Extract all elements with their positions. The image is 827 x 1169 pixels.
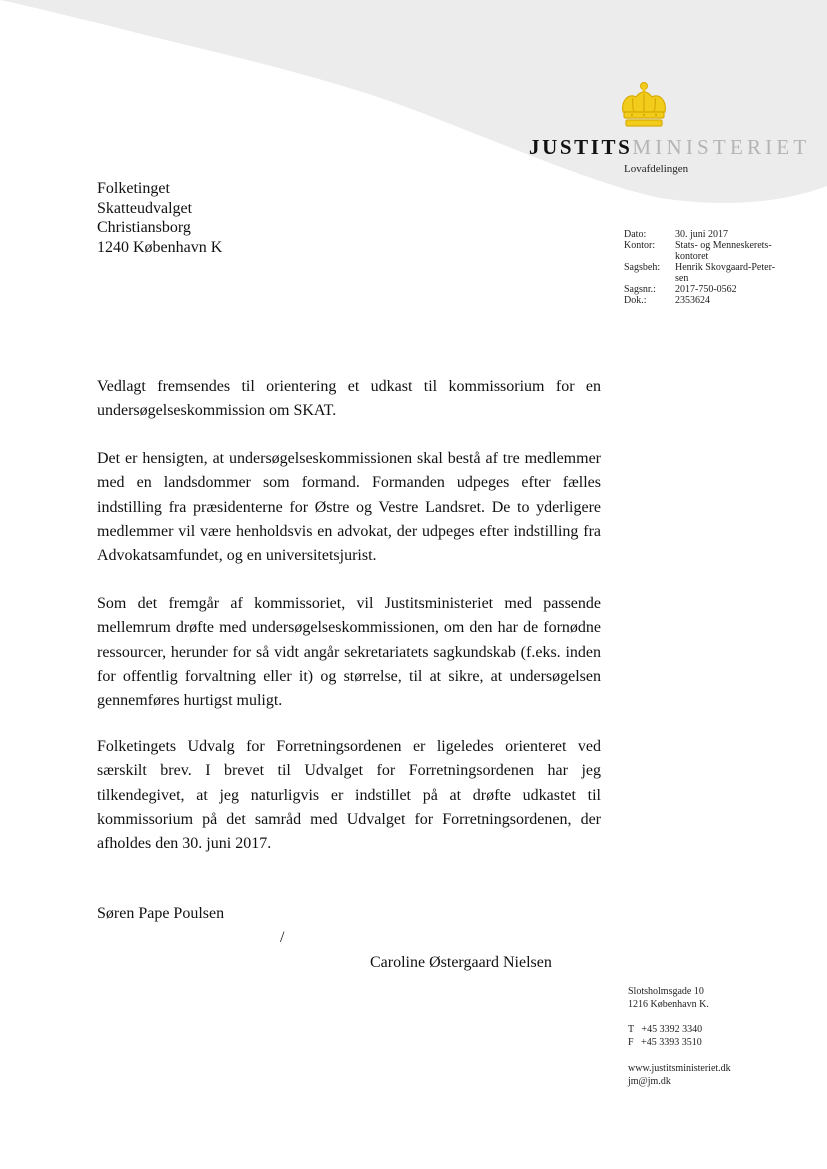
meta-value: 2017-750-0562	[675, 284, 737, 295]
meta-value: kontoret	[675, 251, 709, 262]
meta-caseworker	[624, 262, 793, 284]
body-paragraph: Folketingets Udvalg for Forretningsordenen er ligeledes orienteret ved særskilt brev. I brevet til Udvalget for Forretningsordenen har jeg tilkendegivet, at jeg naturligvis er indstillet på at drøfte udkastet til kommissorium på det samråd med Udvalget for Forretningsordenen, der afholdes den 30. juni 2017.	[97, 738, 601, 853]
logo-word-bold: JUSTITS	[529, 135, 633, 159]
meta-value: 2353624	[675, 295, 710, 306]
recipient-line: Skatteudvalget	[97, 199, 193, 217]
footer-fax: F +45 3393 3510	[628, 1037, 702, 1048]
footer-email-link[interactable]: jm@jm.dk	[628, 1076, 671, 1087]
letter-metadata	[624, 229, 793, 306]
recipient-line: Christiansborg	[97, 219, 191, 236]
meta-document-number	[624, 295, 793, 306]
footer-address-line: Slotsholmsgade 10	[628, 986, 704, 997]
meta-case-number	[624, 284, 793, 295]
meta-value: sen	[675, 273, 689, 284]
meta-value: Stats- og Menneskerets-	[675, 240, 772, 251]
signature-name: Søren Pape Poulsen	[97, 905, 225, 922]
ministry-logo-wordmark	[529, 136, 810, 161]
footer-address	[628, 985, 709, 1011]
meta-label: Sagsbeh:	[624, 262, 661, 273]
meta-label: Dato:	[624, 229, 647, 240]
meta-value: 30. juni 2017	[675, 229, 729, 240]
department-name: Lovafdelingen	[624, 163, 689, 175]
meta-office	[624, 240, 793, 262]
footer-website-link[interactable]: www.justitsministeriet.dk	[628, 1063, 731, 1074]
footer-phone: T +45 3392 3340	[628, 1024, 703, 1035]
meta-label: Dok.:	[624, 295, 647, 306]
footer-web-contacts	[628, 1062, 731, 1088]
signature-second-name: Caroline Østergaard Nielsen	[370, 954, 552, 971]
logo-word-light: MINISTERIET	[632, 135, 811, 159]
footer-address-line: 1216 København K.	[628, 999, 709, 1010]
body-paragraph: Det er hensigten, at undersøgelseskommissionen skal bestå af tre medlemmer med en landsdommer som formand. Formanden udpeges efter fælles indstilling fra præsidenterne for Østre og Vestre Landsret. De to yderligere medlemmer vil være henholdsvis en advokat, der udpeges efter indstilling fra Advokatsamfundet, og en universitetsjurist.	[97, 450, 601, 565]
recipient-address	[97, 179, 222, 257]
recipient-line: 1240 København K	[97, 238, 223, 256]
signature-separator: /	[280, 929, 285, 946]
meta-date	[624, 229, 793, 240]
recipient-line: Folketinget	[97, 180, 170, 197]
meta-label: Kontor:	[624, 240, 656, 251]
footer-contact-numbers	[628, 1023, 702, 1049]
meta-label: Sagsnr.:	[624, 284, 656, 295]
body-paragraph: Vedlagt fremsendes til orientering et udkast til kommissorium for en undersøgelseskommission om SKAT.	[97, 378, 601, 420]
crown-logo-icon	[617, 82, 671, 130]
meta-value: Henrik Skovgaard-Peter-	[675, 262, 776, 273]
body-paragraph: Som det fremgår af kommissoriet, vil Justitsministeriet med passende mellemrum drøfte med undersøgelseskommissionen, om den har de fornødne ressourcer, herunder for så vidt angår sekretariatets sagkundskab (f.eks. inden for offentlig forvaltning eller it) og størrelse, til at sikre, at undersøgelsen gennemføres hurtigst muligt.	[97, 595, 601, 710]
